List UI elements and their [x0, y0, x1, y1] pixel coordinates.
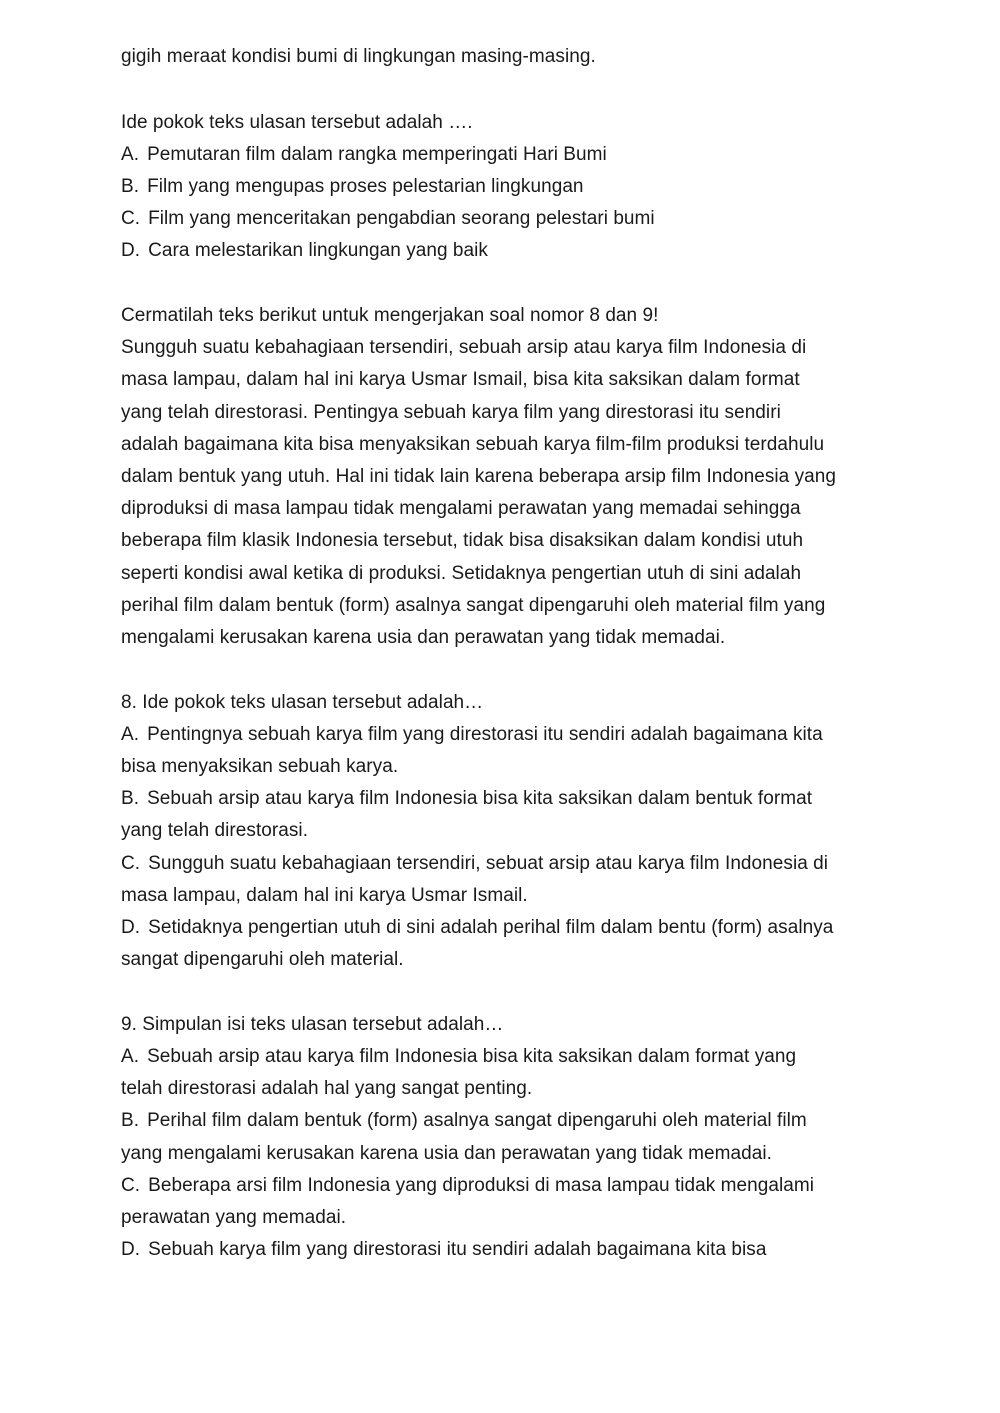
answer-option-a [121, 142, 901, 168]
passage-instruction: Cermatilah teks berikut untuk mengerjakan soal nomor 8 dan 9! [121, 305, 659, 326]
q8-option-c-cont: masa lampau, dalam hal ini karya Usmar Ismail. [121, 885, 528, 906]
option-text: Sebuah arsip atau karya film Indonesia bisa kita saksikan dalam bentuk format [147, 788, 813, 809]
q8-option-c [121, 851, 901, 877]
option-letter: C. [121, 853, 141, 874]
option-letter: B. [121, 1110, 140, 1131]
passage-line: diproduksi di masa lampau tidak mengalami perawatan yang memadai sehingga [121, 498, 801, 519]
answer-option-c [121, 206, 901, 232]
q8-option-a-cont: bisa menyaksikan sebuah karya. [121, 756, 399, 777]
passage-line: seperti kondisi awal ketika di produksi. Setidaknya pengertian utuh di sini adalah [121, 563, 802, 584]
option-text: Film yang menceritakan pengabdian seorang pelestari bumi [148, 208, 655, 229]
option-text: Sungguh suatu kebahagiaan tersendiri, sebuat arsip atau karya film Indonesia di [148, 853, 829, 874]
q8-option-d-cont: sangat dipengaruhi oleh material. [121, 949, 404, 970]
passage-line: beberapa film klasik Indonesia tersebut, tidak bisa disaksikan dalam kondisi utuh [121, 530, 804, 551]
q8-option-d [121, 915, 901, 941]
q9-option-d [121, 1237, 901, 1263]
option-letter: C. [121, 208, 141, 229]
option-letter: B. [121, 788, 140, 809]
option-text: Perihal film dalam bentuk (form) asalnya sangat dipengaruhi oleh material film [147, 1110, 807, 1131]
question-9-stem: 9. Simpulan isi teks ulasan tersebut adalah… [121, 1014, 504, 1035]
option-text: Pemutaran film dalam rangka memperingati Hari Bumi [147, 144, 607, 165]
answer-option-d [121, 238, 901, 264]
option-letter: B. [121, 176, 140, 197]
option-text: Film yang mengupas proses pelestarian lingkungan [147, 176, 584, 197]
question-8-stem: 8. Ide pokok teks ulasan tersebut adalah… [121, 692, 484, 713]
option-letter: D. [121, 1239, 141, 1260]
option-text: Sebuah karya film yang direstorasi itu sendiri adalah bagaimana kita bisa [148, 1239, 767, 1260]
option-letter: D. [121, 917, 141, 938]
question-stem: Ide pokok teks ulasan tersebut adalah …. [121, 112, 473, 133]
option-letter: A. [121, 1046, 140, 1067]
option-text: Cara melestarikan lingkungan yang baik [148, 240, 488, 261]
passage-line: Sungguh suatu kebahagiaan tersendiri, sebuah arsip atau karya film Indonesia di [121, 337, 807, 358]
q9-option-b [121, 1108, 901, 1134]
passage-line: mengalami kerusakan karena usia dan perawatan yang tidak memadai. [121, 627, 726, 648]
option-letter: D. [121, 240, 141, 261]
q9-option-a [121, 1044, 901, 1070]
option-letter: C. [121, 1175, 141, 1196]
option-text: Pentingnya sebuah karya film yang direstorasi itu sendiri adalah bagaimana kita [147, 724, 823, 745]
passage-line: yang telah direstorasi. Pentingya sebuah karya film yang direstorasi itu sendiri [121, 402, 781, 423]
option-text: Setidaknya pengertian utuh di sini adalah perihal film dalam bentu (form) asalnya [148, 917, 834, 938]
q9-option-c-cont: perawatan yang memadai. [121, 1207, 347, 1228]
answer-option-b [121, 174, 901, 200]
option-letter: A. [121, 144, 140, 165]
option-text: Beberapa arsi film Indonesia yang diproduksi di masa lampau tidak mengalami [148, 1175, 815, 1196]
option-text: Sebuah arsip atau karya film Indonesia bisa kita saksikan dalam format yang [147, 1046, 797, 1067]
passage-line: perihal film dalam bentuk (form) asalnya sangat dipengaruhi oleh material film yang [121, 595, 826, 616]
passage-line: dalam bentuk yang utuh. Hal ini tidak lain karena beberapa arsip film Indonesia yang [121, 466, 837, 487]
q8-option-b [121, 786, 901, 812]
q9-option-c [121, 1173, 901, 1199]
q9-option-a-cont: telah direstorasi adalah hal yang sangat penting. [121, 1078, 533, 1099]
q8-option-a [121, 722, 901, 748]
option-letter: A. [121, 724, 140, 745]
passage-line: masa lampau, dalam hal ini karya Usmar Ismail, bisa kita saksikan dalam format [121, 369, 800, 390]
q8-option-b-cont: yang telah direstorasi. [121, 820, 309, 841]
intro-line: gigih meraat kondisi bumi di lingkungan masing-masing. [121, 46, 596, 67]
passage-line: adalah bagaimana kita bisa menyaksikan sebuah karya film-film produksi terdahulu [121, 434, 825, 455]
q9-option-b-cont: yang mengalami kerusakan karena usia dan perawatan yang tidak memadai. [121, 1143, 772, 1164]
